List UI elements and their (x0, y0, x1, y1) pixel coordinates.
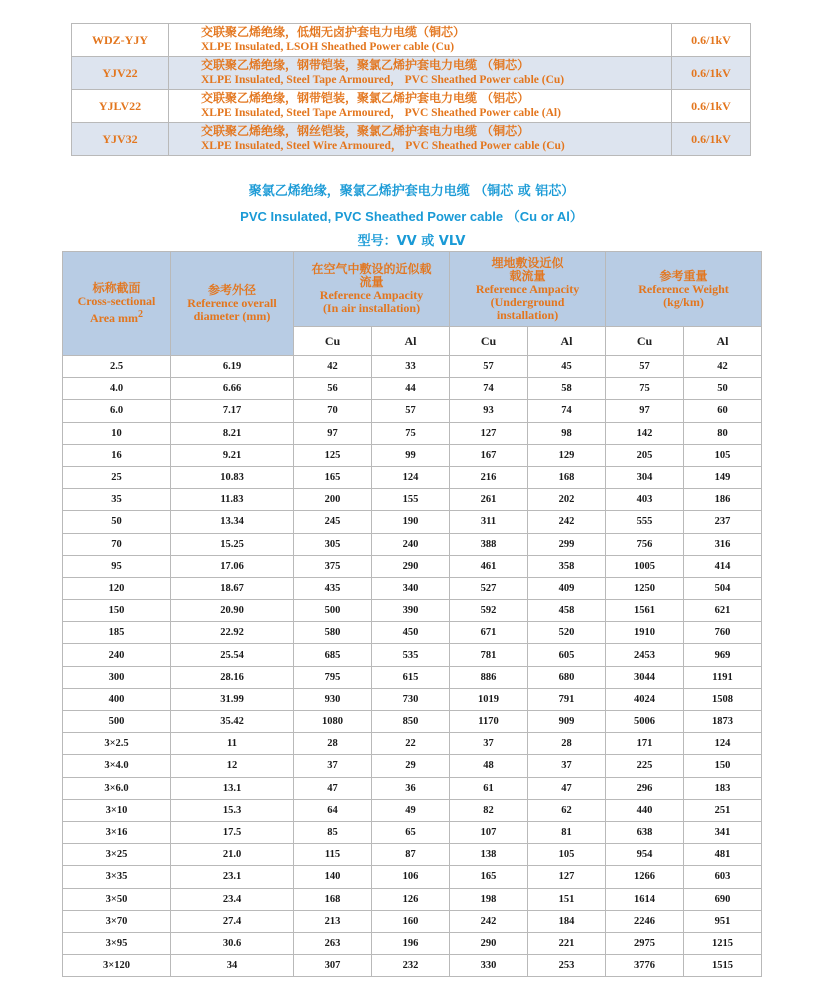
table-cell: 42 (294, 356, 372, 378)
table-cell: 57 (372, 400, 450, 422)
cable-description-en: XLPE Insulated, Steel Wire Armoured， PVC Sheathed Power cable (Cu) (201, 140, 565, 152)
table-cell: 3×6.0 (63, 777, 171, 799)
table-cell: 149 (684, 466, 762, 488)
table-cell: 330 (450, 955, 528, 977)
cable-type-row (72, 57, 751, 90)
table-cell: 75 (372, 422, 450, 444)
table-cell: 47 (294, 777, 372, 799)
table-cell: 290 (450, 932, 528, 954)
table-row (63, 422, 762, 444)
table-cell: 124 (372, 466, 450, 488)
header-air-ampacity: 在空气中敷设的近似载 流量 Reference Ampacity (In air installation) (294, 252, 450, 327)
table-cell: 680 (528, 666, 606, 688)
table-cell: 409 (528, 577, 606, 599)
table-cell: 64 (294, 799, 372, 821)
table-cell: 70 (294, 400, 372, 422)
table-cell: 730 (372, 688, 450, 710)
table-cell: 95 (63, 555, 171, 577)
table-cell: 12 (171, 755, 294, 777)
table-cell: 251 (684, 799, 762, 821)
table-cell: 951 (684, 910, 762, 932)
table-cell: 253 (528, 955, 606, 977)
table-cell: 3×95 (63, 932, 171, 954)
table-cell: 150 (63, 600, 171, 622)
table-cell: 37 (528, 755, 606, 777)
table-row (63, 821, 762, 843)
table-cell: 184 (528, 910, 606, 932)
table-cell: 500 (294, 600, 372, 622)
table-cell: 1614 (606, 888, 684, 910)
table-cell: 10.83 (171, 466, 294, 488)
table-cell: 2453 (606, 644, 684, 666)
table-cell: 400 (63, 688, 171, 710)
table-cell: 299 (528, 533, 606, 555)
table-cell: 850 (372, 711, 450, 733)
table-cell: 671 (450, 622, 528, 644)
table-cell: 535 (372, 644, 450, 666)
table-cell: 48 (450, 755, 528, 777)
table-cell: 82 (450, 799, 528, 821)
header-diameter: 参考外径 Reference overall diameter (mm) (171, 252, 294, 356)
cable-voltage: 0.6/1kV (672, 24, 751, 57)
table-row (63, 666, 762, 688)
table-cell: 15.3 (171, 799, 294, 821)
table-cell: 120 (63, 577, 171, 599)
table-cell: 690 (684, 888, 762, 910)
subheader-al: Al (372, 327, 450, 356)
table-cell: 603 (684, 866, 762, 888)
table-row (63, 600, 762, 622)
cable-description-cn: 交联聚乙烯绝缘，钢带铠装，聚氯乙烯护套电力电缆 （铝芯） (201, 91, 530, 105)
table-cell: 29 (372, 755, 450, 777)
table-cell: 27.4 (171, 910, 294, 932)
table-cell: 245 (294, 511, 372, 533)
table-cell: 5006 (606, 711, 684, 733)
table-cell: 125 (294, 444, 372, 466)
table-cell: 20.90 (171, 600, 294, 622)
table-cell: 605 (528, 644, 606, 666)
table-row (63, 932, 762, 954)
table-cell: 61 (450, 777, 528, 799)
table-cell: 225 (606, 755, 684, 777)
section-title-cn: 聚氯乙烯绝缘，聚氯乙烯护套电力电缆 （铜芯 或 铝芯） (248, 184, 575, 199)
table-cell: 9.21 (171, 444, 294, 466)
cable-description (169, 90, 672, 123)
table-cell: 3×4.0 (63, 755, 171, 777)
table-cell: 375 (294, 555, 372, 577)
table-cell: 3776 (606, 955, 684, 977)
table-cell: 795 (294, 666, 372, 688)
table-cell: 105 (684, 444, 762, 466)
table-cell: 580 (294, 622, 372, 644)
table-cell: 3044 (606, 666, 684, 688)
table-cell: 58 (528, 378, 606, 400)
table-row (63, 511, 762, 533)
table-cell: 97 (294, 422, 372, 444)
table-cell: 165 (294, 466, 372, 488)
table-cell: 481 (684, 844, 762, 866)
table-cell: 685 (294, 644, 372, 666)
table-cell: 3×16 (63, 821, 171, 843)
table-cell: 307 (294, 955, 372, 977)
table-cell: 1266 (606, 866, 684, 888)
table-cell: 403 (606, 489, 684, 511)
table-cell: 240 (372, 533, 450, 555)
table-cell: 3×120 (63, 955, 171, 977)
table-cell: 290 (372, 555, 450, 577)
table-row (63, 777, 762, 799)
table-cell: 520 (528, 622, 606, 644)
table-cell: 221 (528, 932, 606, 954)
table-cell: 126 (372, 888, 450, 910)
table-cell: 300 (63, 666, 171, 688)
table-cell: 3×10 (63, 799, 171, 821)
table-cell: 1250 (606, 577, 684, 599)
table-cell: 56 (294, 378, 372, 400)
table-cell: 6.19 (171, 356, 294, 378)
table-cell: 440 (606, 799, 684, 821)
cable-type-row (72, 24, 751, 57)
table-cell: 183 (684, 777, 762, 799)
table-cell: 99 (372, 444, 450, 466)
table-row (63, 799, 762, 821)
table-cell: 388 (450, 533, 528, 555)
table-cell: 1561 (606, 600, 684, 622)
table-cell: 127 (450, 422, 528, 444)
table-cell: 22 (372, 733, 450, 755)
table-row (63, 622, 762, 644)
table-row (63, 356, 762, 378)
table-cell: 316 (684, 533, 762, 555)
table-cell: 45 (528, 356, 606, 378)
table-cell: 11.83 (171, 489, 294, 511)
table-cell: 3×2.5 (63, 733, 171, 755)
table-cell: 57 (606, 356, 684, 378)
table-cell: 60 (684, 400, 762, 422)
table-row (63, 466, 762, 488)
table-cell: 240 (63, 644, 171, 666)
table-cell: 31.99 (171, 688, 294, 710)
subheader-cu: Cu (606, 327, 684, 356)
table-cell: 15.25 (171, 533, 294, 555)
table-cell: 6.0 (63, 400, 171, 422)
table-cell: 185 (63, 622, 171, 644)
table-cell: 22.92 (171, 622, 294, 644)
table-cell: 3×25 (63, 844, 171, 866)
table-cell: 1910 (606, 622, 684, 644)
table-row (63, 844, 762, 866)
table-cell: 196 (372, 932, 450, 954)
table-cell: 107 (450, 821, 528, 843)
subheader-cu: Cu (450, 327, 528, 356)
table-cell: 3×70 (63, 910, 171, 932)
table-cell: 450 (372, 622, 450, 644)
table-cell: 85 (294, 821, 372, 843)
table-cell: 36 (372, 777, 450, 799)
table-cell: 10 (63, 422, 171, 444)
table-cell: 62 (528, 799, 606, 821)
table-cell: 25 (63, 466, 171, 488)
table-cell: 756 (606, 533, 684, 555)
table-cell: 1873 (684, 711, 762, 733)
cable-voltage: 0.6/1kV (672, 123, 751, 156)
table-cell: 615 (372, 666, 450, 688)
table-cell: 242 (528, 511, 606, 533)
table-cell: 74 (450, 378, 528, 400)
table-cell: 202 (528, 489, 606, 511)
table-cell: 638 (606, 821, 684, 843)
cable-type-table (71, 23, 751, 156)
cable-description-cn: 交联聚乙烯绝缘，低烟无卤护套电力电缆（铜芯） (201, 25, 466, 39)
cable-type-row (72, 90, 751, 123)
table-cell: 8.21 (171, 422, 294, 444)
table-cell: 304 (606, 466, 684, 488)
table-cell: 25.54 (171, 644, 294, 666)
header-weight: 参考重量 Reference Weight (kg/km) (606, 252, 762, 327)
cable-description-cn: 交联聚乙烯绝缘，钢丝铠装，聚氯乙烯护套电力电缆 （铜芯） (201, 124, 530, 138)
cable-code: WDZ-YJY (72, 24, 169, 57)
table-row (63, 577, 762, 599)
spec-table (62, 251, 762, 977)
table-cell: 65 (372, 821, 450, 843)
table-cell: 242 (450, 910, 528, 932)
table-cell: 28 (294, 733, 372, 755)
table-cell: 171 (606, 733, 684, 755)
table-cell: 4024 (606, 688, 684, 710)
table-cell: 390 (372, 600, 450, 622)
table-cell: 28 (528, 733, 606, 755)
table-cell: 151 (528, 888, 606, 910)
table-row (63, 378, 762, 400)
table-cell: 458 (528, 600, 606, 622)
table-row (63, 711, 762, 733)
table-cell: 305 (294, 533, 372, 555)
table-cell: 216 (450, 466, 528, 488)
table-cell: 50 (684, 378, 762, 400)
table-cell: 34 (171, 955, 294, 977)
table-cell: 23.1 (171, 866, 294, 888)
table-cell: 1215 (684, 932, 762, 954)
table-cell: 2975 (606, 932, 684, 954)
table-cell: 340 (372, 577, 450, 599)
cable-description (169, 57, 672, 90)
cable-description-en: XLPE Insulated, LSOH Sheathed Power cable (Cu) (201, 41, 455, 53)
subheader-cu: Cu (294, 327, 372, 356)
table-cell: 168 (294, 888, 372, 910)
table-cell: 6.66 (171, 378, 294, 400)
table-cell: 105 (528, 844, 606, 866)
table-cell: 75 (606, 378, 684, 400)
subheader-al: Al (684, 327, 762, 356)
table-cell: 414 (684, 555, 762, 577)
table-cell: 80 (684, 422, 762, 444)
table-row (63, 555, 762, 577)
table-row (63, 733, 762, 755)
table-cell: 167 (450, 444, 528, 466)
table-cell: 129 (528, 444, 606, 466)
cable-code: YJV22 (72, 57, 169, 90)
table-cell: 969 (684, 644, 762, 666)
header-row (63, 252, 762, 327)
table-row (63, 688, 762, 710)
table-row (63, 489, 762, 511)
header-area: 标称截面 Cross-sectional Area $mm^2$ (63, 252, 171, 356)
table-cell: 2246 (606, 910, 684, 932)
table-cell: 1170 (450, 711, 528, 733)
table-cell: 93 (450, 400, 528, 422)
model-label: 型号：VV 或 VLV (357, 234, 466, 249)
table-cell: 37 (450, 733, 528, 755)
table-cell: 435 (294, 577, 372, 599)
table-cell: 124 (684, 733, 762, 755)
table-cell: 35.42 (171, 711, 294, 733)
table-cell: 140 (294, 866, 372, 888)
cable-description-cn: 交联聚乙烯绝缘，钢带铠装，聚氯乙烯护套电力电缆 （铜芯） (201, 58, 530, 72)
table-cell: 160 (372, 910, 450, 932)
table-cell: 98 (528, 422, 606, 444)
table-cell: 106 (372, 866, 450, 888)
table-cell: 1005 (606, 555, 684, 577)
table-cell: 18.67 (171, 577, 294, 599)
table-cell: 198 (450, 888, 528, 910)
table-cell: 42 (684, 356, 762, 378)
table-cell: 237 (684, 511, 762, 533)
table-cell: 1080 (294, 711, 372, 733)
table-cell: 13.1 (171, 777, 294, 799)
table-cell: 127 (528, 866, 606, 888)
table-row (63, 866, 762, 888)
table-cell: 341 (684, 821, 762, 843)
table-cell: 213 (294, 910, 372, 932)
table-cell: 504 (684, 577, 762, 599)
table-cell: 791 (528, 688, 606, 710)
table-cell: 33 (372, 356, 450, 378)
table-cell: 155 (372, 489, 450, 511)
table-cell: 150 (684, 755, 762, 777)
cable-description-en: XLPE Insulated, Steel Tape Armoured， PVC Sheathed Power cable (Cu) (201, 74, 565, 86)
table-cell: 205 (606, 444, 684, 466)
table-cell: 186 (684, 489, 762, 511)
table-cell: 57 (450, 356, 528, 378)
table-cell: 168 (528, 466, 606, 488)
table-cell: 17.06 (171, 555, 294, 577)
table-cell: 49 (372, 799, 450, 821)
table-cell: 4.0 (63, 378, 171, 400)
table-cell: 7.17 (171, 400, 294, 422)
table-cell: 17.5 (171, 821, 294, 843)
table-row (63, 644, 762, 666)
table-cell: 886 (450, 666, 528, 688)
table-cell: 500 (63, 711, 171, 733)
table-row (63, 755, 762, 777)
table-cell: 1508 (684, 688, 762, 710)
table-cell: 1019 (450, 688, 528, 710)
table-cell: 87 (372, 844, 450, 866)
cable-code: YJLV22 (72, 90, 169, 123)
cable-code: YJV32 (72, 123, 169, 156)
table-cell: 592 (450, 600, 528, 622)
table-row (63, 910, 762, 932)
table-cell: 263 (294, 932, 372, 954)
table-cell: 35 (63, 489, 171, 511)
cable-type-row (72, 123, 751, 156)
table-cell: 11 (171, 733, 294, 755)
header-underground-ampacity: 埋地敷设近似 载流量 Reference Ampacity (Underground installation) (450, 252, 606, 327)
table-cell: 28.16 (171, 666, 294, 688)
cable-voltage: 0.6/1kV (672, 90, 751, 123)
table-cell: 13.34 (171, 511, 294, 533)
table-cell: 30.6 (171, 932, 294, 954)
table-cell: 954 (606, 844, 684, 866)
table-cell: 70 (63, 533, 171, 555)
table-cell: 74 (528, 400, 606, 422)
table-cell: 44 (372, 378, 450, 400)
table-cell: 50 (63, 511, 171, 533)
cable-voltage: 0.6/1kV (672, 57, 751, 90)
subheader-al: Al (528, 327, 606, 356)
table-cell: 21.0 (171, 844, 294, 866)
table-cell: 2.5 (63, 356, 171, 378)
table-cell: 138 (450, 844, 528, 866)
table-cell: 3×50 (63, 888, 171, 910)
table-row (63, 400, 762, 422)
table-cell: 296 (606, 777, 684, 799)
table-cell: 3×35 (63, 866, 171, 888)
section-title-en: PVC Insulated, PVC Sheathed Power cable （Cu or Al） (240, 209, 583, 224)
table-cell: 23.4 (171, 888, 294, 910)
table-cell: 16 (63, 444, 171, 466)
table-cell: 115 (294, 844, 372, 866)
cable-description-en: XLPE Insulated, Steel Tape Armoured， PVC Sheathed Power cable (Al) (201, 107, 561, 119)
table-row (63, 444, 762, 466)
cable-description (169, 24, 672, 57)
table-cell: 200 (294, 489, 372, 511)
table-row (63, 533, 762, 555)
table-cell: 37 (294, 755, 372, 777)
table-cell: 909 (528, 711, 606, 733)
table-cell: 311 (450, 511, 528, 533)
table-cell: 621 (684, 600, 762, 622)
table-cell: 81 (528, 821, 606, 843)
table-row (63, 955, 762, 977)
spec-table-body (63, 356, 762, 977)
table-cell: 97 (606, 400, 684, 422)
cable-description (169, 123, 672, 156)
table-cell: 47 (528, 777, 606, 799)
table-cell: 142 (606, 422, 684, 444)
table-cell: 555 (606, 511, 684, 533)
table-cell: 1191 (684, 666, 762, 688)
table-cell: 165 (450, 866, 528, 888)
table-cell: 781 (450, 644, 528, 666)
table-cell: 190 (372, 511, 450, 533)
table-cell: 527 (450, 577, 528, 599)
table-cell: 261 (450, 489, 528, 511)
table-cell: 461 (450, 555, 528, 577)
table-cell: 358 (528, 555, 606, 577)
table-row (63, 888, 762, 910)
table-cell: 760 (684, 622, 762, 644)
table-cell: 232 (372, 955, 450, 977)
table-cell: 930 (294, 688, 372, 710)
table-cell: 1515 (684, 955, 762, 977)
